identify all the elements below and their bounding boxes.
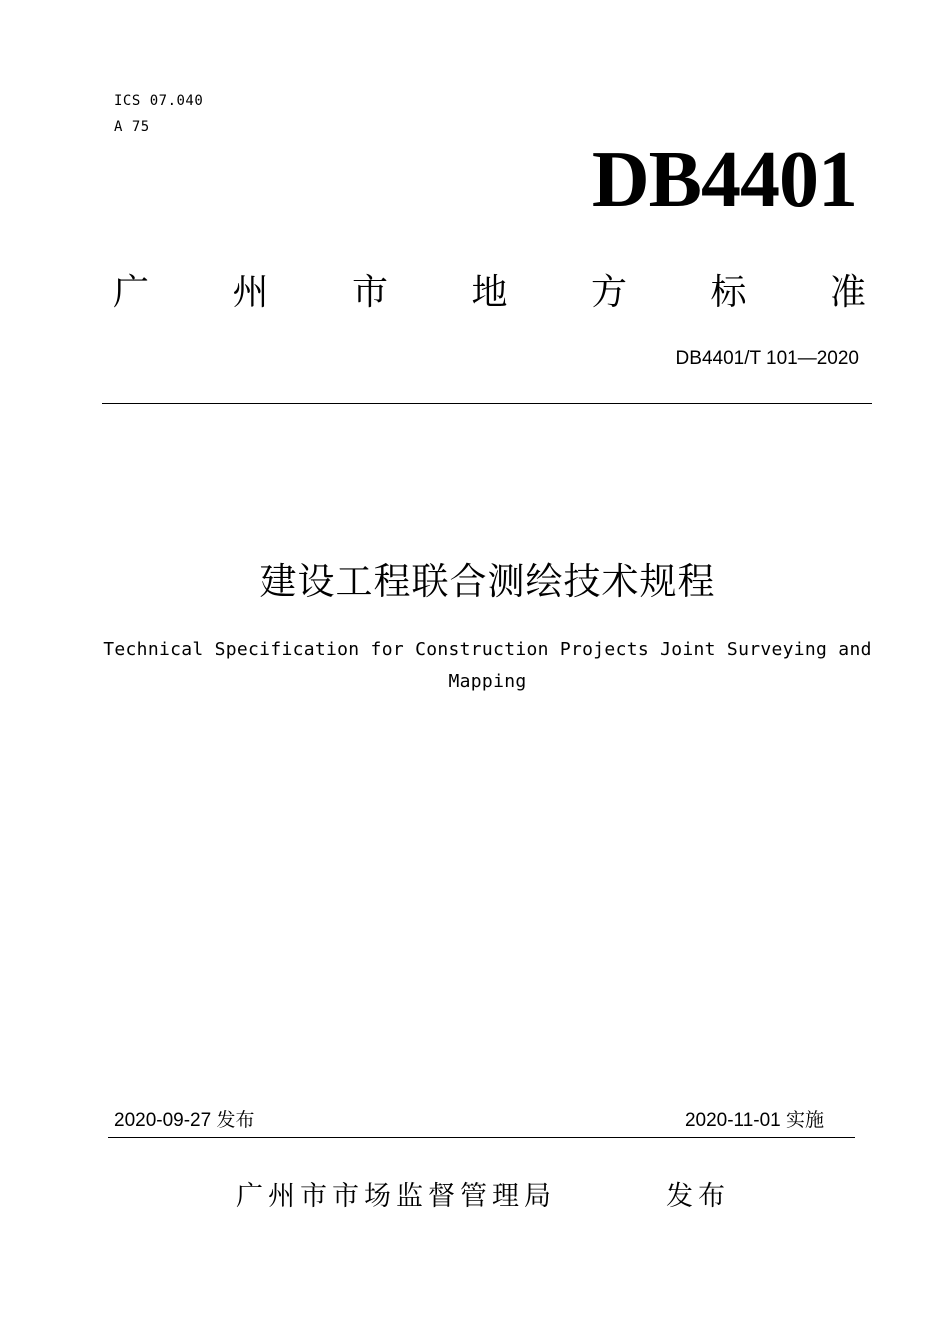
standard-type-heading — [112, 272, 867, 313]
document-title-english — [100, 634, 875, 698]
title-english-line: Technical Specification for Construction Projects Joint Surveying and — [103, 639, 872, 660]
title-english-line: Mapping — [448, 671, 527, 692]
standard-type-char: 标 — [710, 272, 747, 313]
top-divider — [102, 403, 872, 404]
standard-type-char: 方 — [590, 272, 627, 313]
standard-type-char: 地 — [471, 272, 508, 313]
standard-number: DB4401/T 101—2020 — [675, 348, 859, 369]
implement-date: 2020-11-01 实施 — [684, 1110, 824, 1131]
standard-type-char: 广 — [112, 272, 149, 313]
classification-code: A 75 — [114, 119, 150, 135]
standard-type-char: 市 — [351, 272, 388, 313]
ics-code: ICS 07.040 — [114, 93, 204, 109]
issuing-authority: 广州市市场监督管理局 — [236, 1181, 556, 1212]
document-title-chinese: 建设工程联合测绘技术规程 — [259, 560, 716, 603]
publish-date: 2020-09-27 发布 — [114, 1110, 255, 1131]
standard-logo: DB4401 — [591, 136, 857, 224]
standard-type-char: 准 — [829, 272, 866, 313]
issue-label: 发布 — [666, 1181, 730, 1212]
standard-type-char: 州 — [232, 272, 269, 313]
bottom-divider — [108, 1137, 855, 1138]
